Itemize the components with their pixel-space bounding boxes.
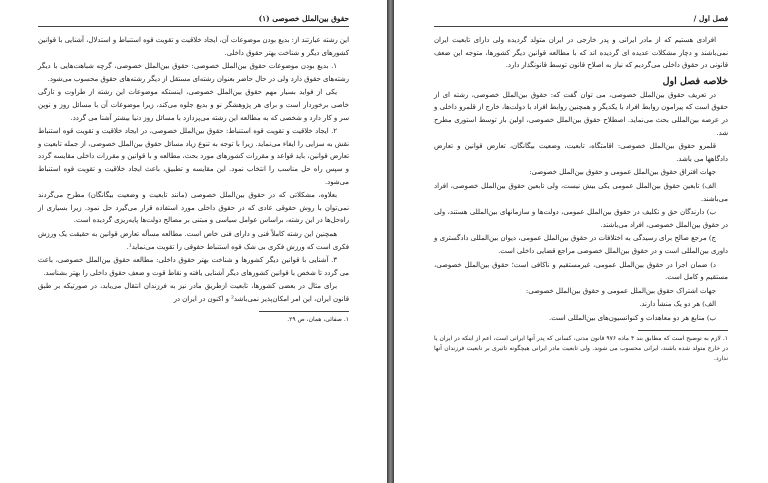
paragraph: ۱. بدیع بودن موضوعات حقوق بین‌الملل خصوصی: حقوق بین‌الملل خصوصی، گرچه شباهت‌هایی با دیگر رشته‌های حقوق دارد ولی در حال حاضر بعنوان رشته‌ای مستقل از دیگر رشته‌های حقوق محسوب می‌شود. bbox=[38, 62, 349, 83]
summary-item: الف) تابعین حقوق بین‌الملل عمومی یکی بیش نیست، ولی تابعین حقوق بین‌الملل خصوصی، افراد می‌باشند. bbox=[434, 181, 728, 203]
summary-item: د) ضمان اجرا در حقوق بین‌الملل عمومی، غیرمستقیم و ناکافی است؛ حقوق بین‌الملل خصوصی، مستقیم و کامل است. bbox=[434, 260, 728, 282]
paragraph: ۲. ایجاد خلاقیت و تقویت قوه استنباط: حقوق بین‌الملل خصوصی، در ایجاد خلاقیت و تقویت قوه استنباط نقش به سزایی را ایفاء می‌نماید. زیرا با توجه به تنوع زیاد مسائل حقوق بین‌الملل خصوصی، از جمله تابعیت و تعارض قوانین، باید قواعد و مقررات کشورهای مورد بحث، مطالعه و با قوانین و مقررات داخلی مقایسه گردد و سپس راه حل مناسب را انتخاب نمود. این مقایسه و تطبیق، باعث ایجاد خلاقیت و تقویت قوه استنباط می‌شود. bbox=[38, 127, 349, 186]
summary-item: قلمرو حقوق بین‌الملل خصوصی: اقامتگاه، تابعیت، وضعیت بیگانگان، تعارض قوانین و تعارض دادگاهها می باشد. bbox=[434, 142, 728, 163]
summary-item: جهات افتراق حقوق بین‌الملل عمومی و حقوق بین‌الملل خصوصی: bbox=[529, 168, 716, 177]
section-heading: خلاصه فصل اول bbox=[662, 75, 728, 87]
paragraph: این رشته عبارتند از: بدیع بودن موضوعات آن، ایجاد خلاقیت و تقویت قوه استنباط و استدلال، آشنایی با قوانین کشورهای دیگر و شناخت بهتر حقوق داخلی. bbox=[38, 36, 349, 57]
summary-item: الف) هر دو یک منشأ دارند. bbox=[639, 300, 716, 309]
summary-item: ب) منابع هر دو معاهدات و کنوانسیون‌های بین‌المللی است. bbox=[549, 313, 716, 322]
right-page bbox=[394, 0, 768, 483]
book-gutter bbox=[387, 0, 394, 483]
running-head bbox=[38, 14, 349, 27]
paragraph: یکی از فواید بسیار مهم حقوق بین‌الملل خصوصی، اینستکه موضوعات این رشته از طراوت و تازگی خاصی برخوردار است و برای هر پژوهشگر نو و بدیع جلوه می‌کند، زیرا موضوعات آن با مسائل روز و نوین سر و کار دارد و شخصی که به مطالعه این رشته می‌پردازد با مسائل روز دنیا بیشتر آشنا می گردد. bbox=[38, 88, 349, 122]
running-head-title: فصل اول / bbox=[693, 14, 728, 23]
summary-item: جهات اشتراک حقوق بین‌الملل عمومی و حقوق بین‌الملل خصوصی: bbox=[525, 286, 716, 295]
footnote-separator bbox=[259, 311, 349, 312]
summary-item: ب) دارندگان حق و تکلیف در حقوق بین‌الملل عمومی، دولت‌ها و سازمانهای بین‌المللی هستند، ولی در حقوق بین‌الملل خصوصی، افراد می‌باشند. bbox=[434, 208, 728, 229]
running-head bbox=[434, 14, 728, 27]
summary-item: ج) مرجع صالح برای رسیدگی به اختلافات در حقوق بین‌الملل عمومی، دیوان بین‌المللی دادگستری و داوری بین‌المللی است و در حقوق بین‌الملل خصوصی مراجع قضایی داخلی است. bbox=[434, 234, 728, 255]
paragraph: ۳. آشنایی با قوانین دیگر کشورها و شناخت بهتر حقوق داخلی: مطالعه حقوق بین‌الملل خصوصی، باعث می گردد تا شخص با قوانین کشورهای دیگر آشنایی یافته و نقاط قوت و ضعف حقوق داخلی را بهتر بشناسد. bbox=[38, 256, 349, 277]
summary-item: در تعریف حقوق بین‌الملل خصوصی، می توان گفت که: حقوق بین‌الملل خصوصی، رشته ای از حقوق است که پیرامون روابط افراد با یکدیگر و همچنین روابط افراد با دولت‌ها، خارج از قلمرو داخلی و در عرصه بین‌المللی بحث می‌نماید. اصطلاح حقوق بین‌الملل خصوصی، اولین بار توسط استوری مطرح شد. bbox=[434, 90, 728, 137]
footnote-separator bbox=[638, 330, 728, 331]
footnote: ۱. لازم به توضیح است که مطابق بند ۴ ماده ۹۷۶ قانون مدنی، کسانی که پدر آنها ایرانی است، اعم از اینکه در ایران یا در خارج متولد شده باشند، ایرانی محسوب می شوند. ولی تابعیت مادر ایرانی هیچگونه تاثیری بر تابعیت فرزندان آنها ندارد. bbox=[434, 335, 728, 363]
running-head-title: حقوق بین‌الملل خصوصی (۱) bbox=[258, 14, 349, 23]
paragraph: بعلاوه، مشکلاتی که در حقوق بین‌الملل خصوصی (مانند تابعیت و وضعیت بیگانگان) مطرح می‌گردند نمی‌توان با روش حقوقی عادی که در حقوق داخلی مورد استفاده قرار می‌گیرد حل نمود. زیرا بسیاری از راه‌حل‌ها در این رشته، براساس عوامل سیاسی و مبتنی بر مصالح دولت‌ها پایه‌ریزی گردیده است. bbox=[38, 191, 349, 225]
footnote: ۱. صفائی، همان، ص ۲۹. bbox=[287, 316, 349, 324]
paragraph: برای مثال در بعضی کشورها، تابعیت ازطریق مادر نیز به فرزندان انتقال می‌یابد، در صورتیکه بر طبق قانون ایران، این امر امکان‌پذیر نمی‌باشد² و اکنون در ایران در bbox=[38, 282, 349, 303]
paragraph: همچنین این رشته کاملاً فنی و دارای فنی خاص است. مطالعه مسأله تعارض قوانین به حقیقت یک ورزش فکری است که ورزش فکری بی شک قوه استنباط حقوقی را تقویت می‌نماید¹. bbox=[38, 229, 349, 251]
intro-paragraph: افرادی هستیم که از مادر ایرانی و پدر خارجی در ایران متولد گردیده ولی دارای تابعیت ایران نمی‌باشند و دچار مشکلات عدیده ای گردیده اند که با مطالعه قوانین دیگر کشورها، متوجه این ضعف قانونی در حقوق داخلی می‌گردیم که نیاز به اصلاح قانون توسط قانونگذار دارد. bbox=[434, 36, 728, 70]
